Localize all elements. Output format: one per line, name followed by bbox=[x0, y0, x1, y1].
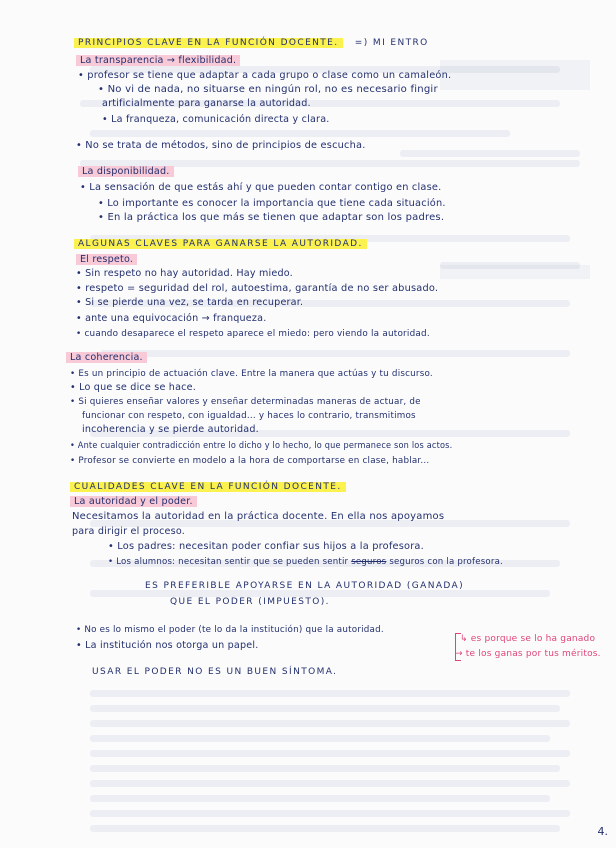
note-line: • No es lo mismo el poder (te lo da la institución) que la autoridad. bbox=[76, 625, 384, 635]
note-line: • Si quieres enseñar valores y enseñar determinadas maneras de actuar, de bbox=[70, 397, 421, 407]
note-line: • Lo importante es conocer la importancia que tiene cada situación. bbox=[98, 198, 446, 209]
subheading-autoridad-poder: La autoridad y el poder. bbox=[70, 496, 197, 507]
subheading-transparencia: La transparencia → flexibilidad. bbox=[76, 55, 240, 66]
centered-statement: USAR EL PODER NO ES UN BUEN SÍNTOMA. bbox=[92, 667, 338, 677]
note-line: • No vi de nada, no situarse en ningún rol, no es necesario fingir bbox=[98, 84, 438, 95]
subheading-respeto: El respeto. bbox=[76, 254, 137, 265]
heading-cualidades-clave: CUALIDADES CLAVE EN LA FUNCIÓN DOCENTE. bbox=[70, 482, 346, 492]
heading-side-note: =) MI ENTRO bbox=[354, 38, 429, 48]
note-line: • En la práctica los que más se tienen que adaptar son los padres. bbox=[98, 212, 445, 223]
note-line: • La franqueza, comunicación directa y clara. bbox=[102, 114, 330, 125]
subheading-disponibilidad: La disponibilidad. bbox=[78, 166, 174, 177]
margin-note: ↳ es porque se lo ha ganado bbox=[460, 634, 596, 644]
note-line: • Profesor se convierte en modelo a la hora de comportarse en clase, hablar... bbox=[70, 456, 430, 466]
heading-algunas-claves: ALGUNAS CLAVES PARA GANARSE LA AUTORIDAD. bbox=[74, 239, 367, 249]
page-number: 4. bbox=[597, 825, 608, 838]
note-line: • cuando desaparece el respeto aparece el miedo: pero viendo la autoridad. bbox=[76, 329, 430, 339]
note-line: • respeto = seguridad del rol, autoestima, garantía de no ser abusado. bbox=[76, 283, 439, 294]
note-line: • Los padres: necesitan poder confiar sus hijos a la profesora. bbox=[108, 541, 424, 552]
note-line: para dirigir el proceso. bbox=[72, 526, 185, 537]
centered-statement: ES PREFERIBLE APOYARSE EN LA AUTORIDAD (GANADA) bbox=[145, 581, 465, 591]
note-line: seguros con la profesora. bbox=[389, 557, 503, 567]
margin-note: → te los ganas por tus méritos. bbox=[455, 649, 601, 659]
subheading-coherencia: La coherencia. bbox=[66, 352, 147, 363]
struck-word: seguros bbox=[351, 557, 387, 567]
note-line: • Sin respeto no hay autoridad. Hay miedo. bbox=[76, 268, 293, 279]
note-line: • Ante cualquier contradicción entre lo dicho y lo hecho, lo que permanece son los actos. bbox=[70, 441, 453, 451]
note-line: Necesitamos la autoridad en la práctica docente. En ella nos apoyamos bbox=[72, 511, 445, 522]
heading-principios-clave: PRINCIPIOS CLAVE EN LA FUNCIÓN DOCENTE. bbox=[74, 38, 343, 48]
note-line: artificialmente para ganarse la autoridad. bbox=[102, 98, 311, 109]
note-line: funcionar con respeto, con igualdad... y haces lo contrario, transmitimos bbox=[82, 411, 416, 421]
note-line: • La institución nos otorga un papel. bbox=[76, 640, 259, 651]
note-line: • La sensación de que estás ahí y que pueden contar contigo en clase. bbox=[80, 182, 442, 193]
note-line: • profesor se tiene que adaptar a cada grupo o clase como un camaleón. bbox=[78, 70, 452, 81]
note-line: • ante una equivocación → franqueza. bbox=[76, 313, 267, 324]
note-line: • Si se pierde una vez, se tarda en recuperar. bbox=[76, 297, 304, 308]
note-line: incoherencia y se pierde autoridad. bbox=[82, 424, 259, 435]
centered-statement: QUE EL PODER (IMPUESTO). bbox=[170, 597, 330, 607]
note-line: • Lo que se dice se hace. bbox=[70, 382, 196, 393]
note-line: • No se trata de métodos, sino de principios de escucha. bbox=[76, 140, 366, 151]
note-line: • Los alumnos: necesitan sentir que se pueden sentir bbox=[108, 557, 349, 567]
note-line: • Es un principio de actuación clave. Entre la manera que actúas y tu discurso. bbox=[70, 369, 433, 379]
